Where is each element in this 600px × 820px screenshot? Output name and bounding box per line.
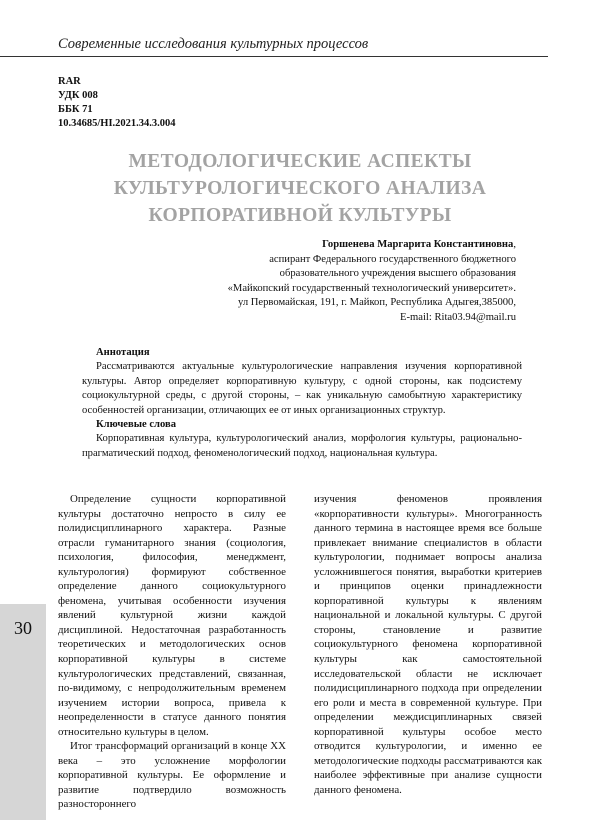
header-rule — [0, 56, 548, 57]
body-column-left — [58, 492, 286, 812]
title-line-2: КУЛЬТУРОЛОГИЧЕСКОГО АНАЛИЗА — [113, 178, 487, 199]
doi[interactable]: 10.34685/HI.2021.34.3.004 — [58, 118, 176, 129]
running-head: Современные исследования культурных процессов — [58, 36, 369, 52]
abstract-heading: Аннотация — [96, 347, 150, 358]
author-name: Горшенева Маргарита Константиновна — [322, 239, 514, 250]
page-number: 30 — [14, 618, 32, 638]
author-affiliation-3: «Майкопский государственный технологический университет». — [227, 282, 516, 294]
rar-code: RAR — [58, 76, 81, 87]
title-line-3: КОРПОРАТИВНОЙ КУЛЬТУРЫ — [148, 205, 452, 226]
body-paragraph: изучения феноменов проявления «корпоративности культуры». Многогранность данного термина в настоящее время все больше привлекает внимание специалистов в области культурологии, поднимает вопросы анализа усложнившегося понятия, выработки критериев и принципов оценки принадлежности корпоративной культуры к явлениям национальной и локальной культуры. С другой стороны, становление и развитие социокультурного феномена корпоративной культуры как самостоятельной исследовательской области не исключает полидисциплинарного подхода при определении его роли и места в современной культуре. При определении междисциплинарных связей корпоративной культуры особое место отводится культурологии, и именно ее методологические подходы рассматриваются как наиболее эффективные при анализе сущности данного феномена. — [314, 493, 542, 796]
article-metadata — [58, 75, 176, 131]
author-affiliation-1: аспирант Федерального государственного бюджетного — [269, 253, 516, 265]
article-title — [60, 148, 540, 229]
udk-code: УДК 008 — [58, 90, 98, 101]
author-block — [228, 238, 516, 326]
keywords-text: Корпоративная культура, культурологический анализ, морфология культуры, рационально-прагматический подход, феноменологический подход, национальная культура. — [82, 433, 522, 459]
author-name-suffix: , — [513, 239, 516, 250]
title-line-1: МЕТОДОЛОГИЧЕСКИЕ АСПЕКТЫ — [128, 151, 472, 172]
keywords-heading: Ключевые слова — [96, 419, 177, 431]
author-affiliation-2: образовательного учреждения высшего образования — [279, 268, 516, 280]
body-paragraph: Определение сущности корпоративной культуры достаточно непросто в силу ее полидисциплинарного характера. Разные отрасли гуманитарного знания (социология, психология, философия, менеджмент, культурология) формируют собственное определение данного социокультурного феномена, учитывая особенности изучения явлений культурной жизни каждой дисциплиной. Недостаточная разработанность теоретических и методологических основ корпоративной культуры в системе культурологических представлений, связанная, по-видимому, с непродолжительным временем изучением истории вопроса, привела к неопределенности в статусе данного понятия относительно культуры в целом. — [58, 493, 286, 738]
body-column-right — [314, 492, 542, 797]
abstract-text: Рассматриваются актуальные культурологические направления изучения корпоративной культуры. Автор определяет корпоративную культуру, с одной стороны, как подсистему социокультурной среды, с другой стороны, – как уникальную самобытную характеристику особенностей организации, отличающих ее от иных организационных структур. — [82, 361, 522, 416]
body-paragraph: Итог трансформаций организаций в конце XX века – это усложнение морфологии корпоративной культуры. Ее оформление и развитие подтвердило возможность разностороннего — [58, 740, 286, 811]
bbk-code: ББК 71 — [58, 104, 93, 115]
author-address: ул Первомайская, 191, г. Майкоп, Республика Адыгея,385000, — [238, 297, 516, 309]
abstract-section — [82, 346, 522, 461]
author-email[interactable]: E-mail: Rita03.94@mail.ru — [400, 311, 516, 323]
